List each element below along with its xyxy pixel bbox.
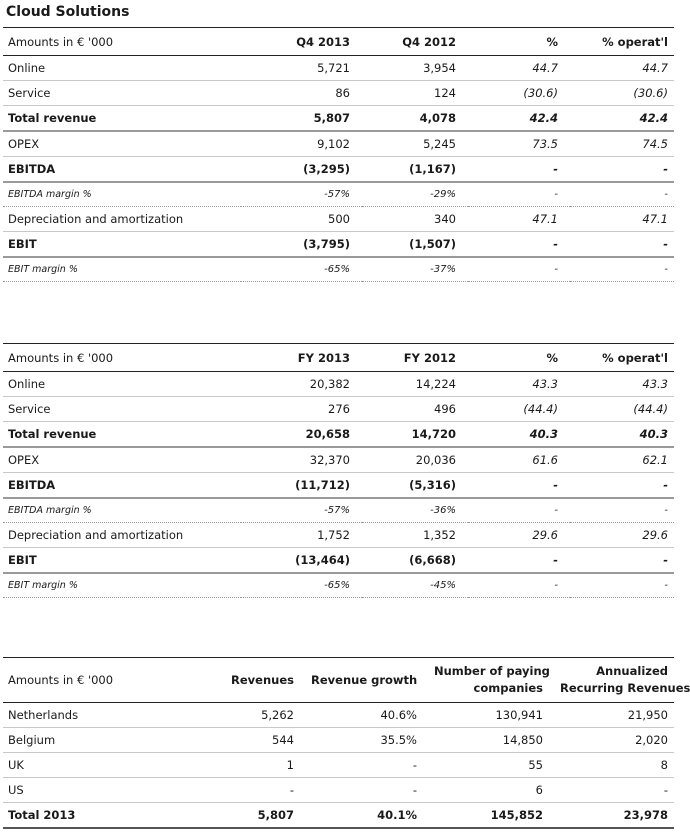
table-row — [3, 778, 674, 803]
cell-percent-operational: 62.1 — [570, 447, 674, 473]
row-label: Depreciation and amortization — [3, 207, 241, 232]
cell-arr: 8 — [555, 753, 674, 778]
cell-prior-year: 3,954 — [362, 56, 468, 81]
cell-revenues: 1 — [199, 753, 306, 778]
total-row — [3, 803, 674, 829]
header-q4-2013: Q4 2013 — [241, 28, 362, 56]
cell-percent-operational: 43.3 — [570, 372, 674, 397]
table-row — [3, 728, 674, 753]
table-row — [3, 573, 674, 598]
cell-current-year: (11,712) — [241, 473, 362, 499]
header-percent: % — [468, 28, 570, 56]
header-fy-2013: FY 2013 — [241, 344, 362, 372]
header-arr-line-2: Recurring Revenues — [560, 681, 690, 695]
cell-prior-year: (5,316) — [362, 473, 468, 499]
table-row — [3, 232, 674, 258]
table-row — [3, 548, 674, 574]
country-body — [3, 703, 674, 829]
cell-prior-year: 5,245 — [362, 131, 468, 157]
cell-arr: - — [555, 778, 674, 803]
header-revenue-growth: Revenue growth — [306, 658, 429, 703]
table-row — [3, 81, 674, 106]
header-percent-operational: % operat'l — [570, 344, 674, 372]
cell-percent-change: - — [468, 157, 570, 183]
cell-prior-year: (1,167) — [362, 157, 468, 183]
row-label: EBIT margin % — [3, 573, 241, 598]
row-label: OPEX — [3, 447, 241, 473]
cell-current-year: -57% — [241, 182, 362, 207]
row-label: EBIT margin % — [3, 257, 241, 282]
cell-percent-change: (30.6) — [468, 81, 570, 106]
cell-revenues: 5,807 — [199, 803, 306, 829]
cell-current-year: 276 — [241, 397, 362, 422]
fy-body — [3, 372, 674, 598]
cell-percent-change: 43.3 — [468, 372, 570, 397]
table-row — [3, 257, 674, 282]
table-row — [3, 56, 674, 81]
cell-prior-year: (6,668) — [362, 548, 468, 574]
cell-prior-year: 14,224 — [362, 372, 468, 397]
cell-prior-year: 340 — [362, 207, 468, 232]
table-row — [3, 498, 674, 523]
table-row — [3, 703, 674, 728]
row-label: Online — [3, 372, 241, 397]
cell-paying-companies: 130,941 — [429, 703, 555, 728]
cell-percent-operational: 74.5 — [570, 131, 674, 157]
row-label: UK — [3, 753, 199, 778]
row-label: Total 2013 — [3, 803, 199, 829]
cell-prior-year: 4,078 — [362, 106, 468, 132]
q4-header-row — [3, 28, 674, 56]
row-label: Service — [3, 397, 241, 422]
header-amounts: Amounts in € '000 — [3, 344, 241, 372]
table-row — [3, 753, 674, 778]
cell-current-year: 20,658 — [241, 422, 362, 448]
q4-results-table — [3, 27, 674, 282]
cell-percent-change: 40.3 — [468, 422, 570, 448]
table-row — [3, 207, 674, 232]
header-paying-companies — [429, 658, 555, 703]
header-annualized-recurring-revenues — [555, 658, 690, 703]
row-label: Online — [3, 56, 241, 81]
cell-current-year: (3,295) — [241, 157, 362, 183]
country-breakdown-table — [3, 657, 690, 829]
row-label: Total revenue — [3, 106, 241, 132]
cell-prior-year: 496 — [362, 397, 468, 422]
cell-percent-change: - — [468, 182, 570, 207]
table-row — [3, 157, 674, 183]
header-percent: % — [468, 344, 570, 372]
cell-revenue-growth: 35.5% — [306, 728, 429, 753]
cell-current-year: -65% — [241, 257, 362, 282]
cell-percent-operational: 47.1 — [570, 207, 674, 232]
cell-arr: 21,950 — [555, 703, 674, 728]
cell-percent-change: 44.7 — [468, 56, 570, 81]
cell-percent-operational: - — [570, 232, 674, 258]
cell-percent-operational: 42.4 — [570, 106, 674, 132]
row-label: US — [3, 778, 199, 803]
row-label: Service — [3, 81, 241, 106]
cell-percent-change: - — [468, 257, 570, 282]
cell-current-year: 1,752 — [241, 523, 362, 548]
cell-percent-change: - — [468, 232, 570, 258]
row-label: EBITDA — [3, 157, 241, 183]
header-revenues: Revenues — [199, 658, 306, 703]
header-arr-line-1: Annualized — [596, 664, 668, 678]
cell-prior-year: 1,352 — [362, 523, 468, 548]
cell-percent-change: - — [468, 473, 570, 499]
fy-results-table — [3, 343, 674, 598]
cell-percent-operational: - — [570, 498, 674, 523]
country-header-row — [3, 658, 674, 703]
cell-prior-year: (1,507) — [362, 232, 468, 258]
cell-current-year: 32,370 — [241, 447, 362, 473]
cell-current-year: -57% — [241, 498, 362, 523]
row-label: EBITDA margin % — [3, 498, 241, 523]
row-label: Netherlands — [3, 703, 199, 728]
table-row — [3, 397, 674, 422]
section-title: Cloud Solutions — [6, 4, 130, 20]
header-paying-line-1: Number of paying — [434, 664, 550, 678]
cell-revenue-growth: 40.1% — [306, 803, 429, 829]
table-row — [3, 473, 674, 499]
cell-revenues: 5,262 — [199, 703, 306, 728]
cell-percent-change: 47.1 — [468, 207, 570, 232]
cell-percent-change: 61.6 — [468, 447, 570, 473]
cell-percent-operational: - — [570, 182, 674, 207]
cell-percent-operational: - — [570, 473, 674, 499]
cell-arr: 2,020 — [555, 728, 674, 753]
cell-current-year: -65% — [241, 573, 362, 598]
cell-paying-companies: 14,850 — [429, 728, 555, 753]
cell-percent-change: - — [468, 498, 570, 523]
cell-current-year: 500 — [241, 207, 362, 232]
table-row — [3, 523, 674, 548]
cell-arr: 23,978 — [555, 803, 674, 829]
cell-paying-companies: 145,852 — [429, 803, 555, 829]
cell-current-year: 20,382 — [241, 372, 362, 397]
cell-percent-change: 29.6 — [468, 523, 570, 548]
cell-revenue-growth: - — [306, 753, 429, 778]
cell-percent-change: (44.4) — [468, 397, 570, 422]
cell-percent-operational: (44.4) — [570, 397, 674, 422]
header-paying-line-2: companies — [473, 681, 543, 695]
cell-prior-year: -36% — [362, 498, 468, 523]
cell-revenues: - — [199, 778, 306, 803]
cell-paying-companies: 55 — [429, 753, 555, 778]
table-row — [3, 106, 674, 132]
cell-prior-year: -45% — [362, 573, 468, 598]
table-row — [3, 422, 674, 448]
cell-percent-change: 42.4 — [468, 106, 570, 132]
cell-percent-operational: - — [570, 157, 674, 183]
table-row — [3, 131, 674, 157]
header-amounts: Amounts in € '000 — [3, 658, 199, 703]
row-label: EBITDA margin % — [3, 182, 241, 207]
cell-percent-operational: - — [570, 573, 674, 598]
cell-prior-year: 20,036 — [362, 447, 468, 473]
cell-prior-year: -29% — [362, 182, 468, 207]
cell-current-year: 5,807 — [241, 106, 362, 132]
cell-percent-operational: 44.7 — [570, 56, 674, 81]
cell-prior-year: 14,720 — [362, 422, 468, 448]
row-label: OPEX — [3, 131, 241, 157]
fy-header-row — [3, 344, 674, 372]
header-fy-2012: FY 2012 — [362, 344, 468, 372]
row-label: Total revenue — [3, 422, 241, 448]
header-q4-2012: Q4 2012 — [362, 28, 468, 56]
cell-percent-operational: - — [570, 257, 674, 282]
cell-percent-operational: 29.6 — [570, 523, 674, 548]
cell-revenue-growth: - — [306, 778, 429, 803]
row-label: EBIT — [3, 232, 241, 258]
cell-percent-operational: - — [570, 548, 674, 574]
row-label: EBITDA — [3, 473, 241, 499]
cell-percent-change: - — [468, 573, 570, 598]
header-percent-operational: % operat'l — [570, 28, 674, 56]
cell-current-year: 9,102 — [241, 131, 362, 157]
cell-percent-change: - — [468, 548, 570, 574]
table-row — [3, 182, 674, 207]
cell-revenues: 544 — [199, 728, 306, 753]
cell-revenue-growth: 40.6% — [306, 703, 429, 728]
row-label: EBIT — [3, 548, 241, 574]
cell-prior-year: 124 — [362, 81, 468, 106]
table-row — [3, 372, 674, 397]
cell-paying-companies: 6 — [429, 778, 555, 803]
cell-prior-year: -37% — [362, 257, 468, 282]
row-label: Belgium — [3, 728, 199, 753]
cell-percent-operational: 40.3 — [570, 422, 674, 448]
cell-percent-operational: (30.6) — [570, 81, 674, 106]
cell-current-year: (3,795) — [241, 232, 362, 258]
header-amounts: Amounts in € '000 — [3, 28, 241, 56]
cell-current-year: (13,464) — [241, 548, 362, 574]
cell-current-year: 5,721 — [241, 56, 362, 81]
row-label: Depreciation and amortization — [3, 523, 241, 548]
table-row — [3, 447, 674, 473]
cell-percent-change: 73.5 — [468, 131, 570, 157]
cell-current-year: 86 — [241, 81, 362, 106]
q4-body — [3, 56, 674, 282]
